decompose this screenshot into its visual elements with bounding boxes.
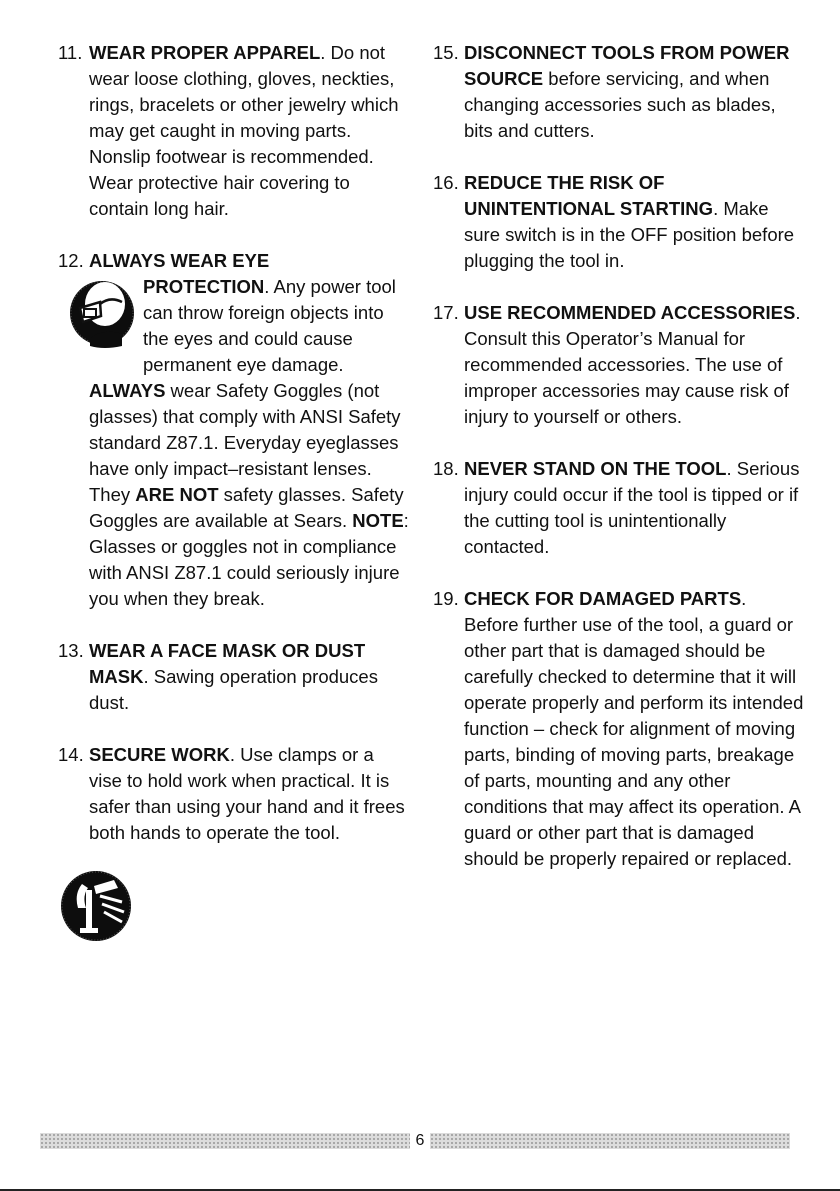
rule-13 — [58, 638, 410, 716]
rule-title: SECURE WORK — [89, 744, 230, 765]
rule-12 — [58, 248, 410, 612]
rule-title: NEVER STAND ON THE TOOL — [464, 458, 727, 479]
rule-number: 13. — [58, 640, 84, 661]
rule-number: 17. — [433, 302, 459, 323]
rule-text: NEVER STAND ON THE TOOL. Serious injury could occur if the tool is tipped or if the cutting tool is unintentionally contacted. — [464, 458, 800, 557]
rule-number: 14. — [58, 744, 84, 765]
page-footer — [40, 1133, 790, 1151]
rule-text: REDUCE THE RISK OF UNINTENTIONAL STARTING. Make sure switch is in the OFF position before plugging the tool in. — [464, 172, 795, 271]
footer-pattern-left — [40, 1133, 410, 1149]
left-column — [58, 40, 410, 872]
rule-title: WEAR A FACE MASK OR DUST MASK — [89, 640, 366, 687]
rule-text: CHECK FOR DAMAGED PARTS. Before further use of the tool, a guard or other part that is damaged should be carefully checked to determine that it will operate properly and perform its intended function – check for alignment of moving parts, binding of moving parts, breakage of parts, mounting and any other conditions that may affect its operation. A guard or other part that is damaged should be properly repaired or replaced. — [464, 588, 804, 869]
rule-text: PROTECTION. Any power tool can throw foreign objects into the eyes and could cause permanent eye damage. ALWAYS wear Safety Goggles (not glasses) that comply with ANSI Safety standard Z87.1. Everyday eyeglasses have only impact–resistant lenses. They ARE NOT safety glasses. Safety Goggles are available at Sears. NOTE: Glasses or goggles not in compliance with ANSI Z87.1 could seriously injure you when they break. — [89, 274, 410, 612]
rule-title: DISCONNECT TOOLS FROM POWER SOURCE — [464, 42, 790, 89]
page-number: 6 — [415, 1132, 425, 1149]
rule-text: WEAR A FACE MASK OR DUST MASK. Sawing operation produces dust. — [89, 640, 378, 713]
footer-pattern-right — [430, 1133, 790, 1149]
clamp-icon — [56, 866, 136, 951]
rule-11 — [58, 40, 410, 222]
rule-number: 15. — [433, 42, 459, 63]
rule-title: REDUCE THE RISK OF UNINTENTIONAL STARTING — [464, 172, 714, 219]
rule-text: SECURE WORK. Use clamps or a vise to hold work when practical. It is safer than using your hand and it frees both hands to operate the tool. — [89, 744, 405, 843]
rule-number: 12. — [58, 250, 84, 271]
rule-subtitle: PROTECTION — [143, 276, 265, 297]
rule-title: ALWAYS WEAR EYE — [89, 250, 270, 271]
rule-number: 18. — [433, 458, 459, 479]
rule-16 — [433, 170, 805, 274]
rule-title-line — [89, 248, 410, 274]
rule-text: WEAR PROPER APPAREL. Do not wear loose clothing, gloves, neckties, rings, bracelets or other jewelry which may get caught in moving parts. Nonslip footwear is recommended. Wear protective hair covering to contain long hair. — [89, 42, 399, 219]
rule-number: 19. — [433, 588, 459, 609]
safety-goggles-icon — [58, 274, 140, 378]
rule-15 — [433, 40, 805, 144]
rule-14 — [58, 742, 410, 846]
rule-17 — [433, 300, 805, 430]
rule-text: DISCONNECT TOOLS FROM POWER SOURCE before servicing, and when changing accessories such as blades, bits and cutters. — [464, 42, 790, 141]
rule-title: WEAR PROPER APPAREL — [89, 42, 321, 63]
rule-18 — [433, 456, 805, 560]
rule-title: CHECK FOR DAMAGED PARTS — [464, 588, 742, 609]
rule-number: 16. — [433, 172, 459, 193]
rule-text: USE RECOMMENDED ACCESSORIES. Consult this Operator’s Manual for recommended accessories. The use of improper accessories may cause risk of injury to yourself or others. — [464, 302, 801, 427]
right-column — [433, 40, 805, 898]
rule-title: USE RECOMMENDED ACCESSORIES — [464, 302, 796, 323]
rule-19 — [433, 586, 805, 872]
rule-number: 11. — [58, 42, 83, 63]
